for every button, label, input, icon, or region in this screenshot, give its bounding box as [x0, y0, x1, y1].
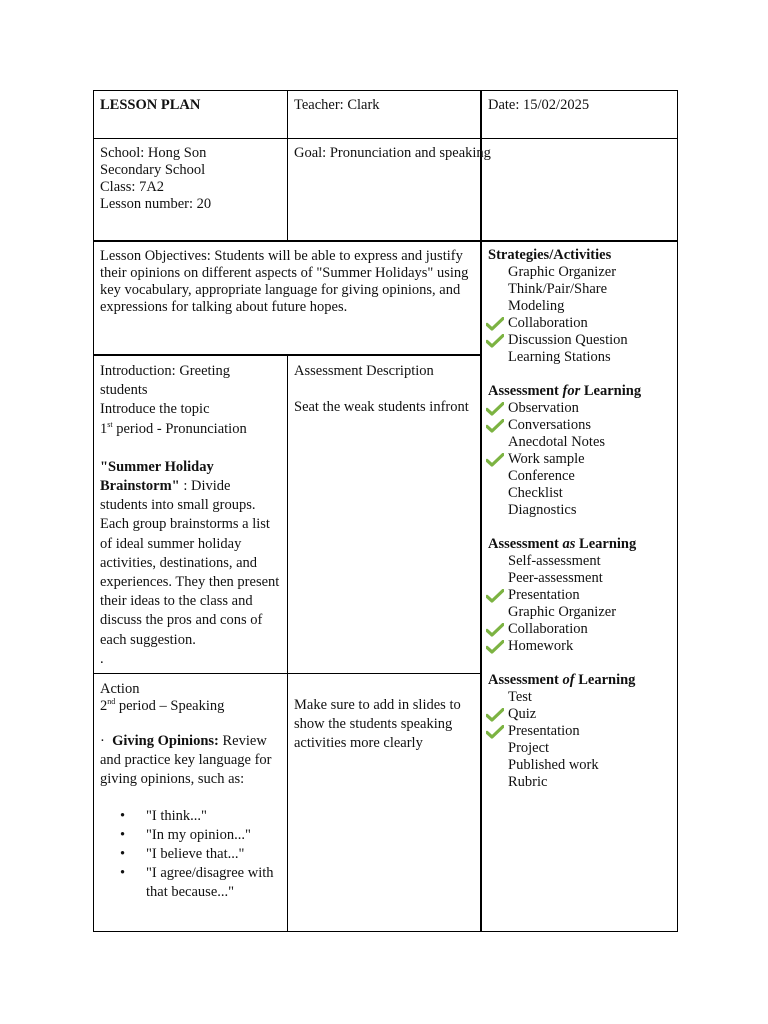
action-title: Action: [100, 681, 140, 697]
checklist-item: [488, 604, 671, 621]
checklist-item-label: Published work: [508, 757, 599, 773]
date-cell: Date: 15/02/2025: [488, 97, 590, 113]
objectives-cell: Lesson Objectives: Students will be able to express and justify their opinions on different aspects of "Summer Holidays" using key vocabulary, appropriate language for giving opinions, and expressions for talking about future hopes.: [100, 248, 469, 315]
checklist-item-label: Modeling: [508, 298, 565, 314]
as-learning-title: Assessment as Learning: [488, 536, 637, 552]
checklist-item: [488, 349, 671, 366]
checklist-item-label: Conference: [508, 468, 575, 484]
school-info-cell: [94, 139, 287, 213]
checklist-item-label: Test: [508, 689, 532, 705]
for-learning-title: Assessment for Learning: [488, 383, 642, 399]
school-line-1: School: Hong Son: [100, 145, 207, 161]
checklist-item: [488, 621, 671, 638]
checklist-item-label: Quiz: [508, 706, 537, 722]
assessment-note: Seat the weak students infront: [294, 399, 469, 416]
lesson-plan-title: LESSON PLAN: [100, 97, 201, 113]
checklist-item: [488, 468, 671, 485]
school-line-2: Secondary School: [100, 162, 206, 178]
intro-line-2: Introduce the topic: [100, 401, 210, 418]
checkmark-icon: [486, 419, 504, 433]
checklist-item: [488, 774, 671, 791]
checklist-item-label: Presentation: [508, 587, 580, 603]
assessment-description-cell: [288, 356, 480, 417]
checklist-item: [488, 264, 671, 281]
checkmark-icon: [486, 317, 504, 331]
checklist-item-label: Homework: [508, 638, 574, 654]
checklist-item-label: Anecdotal Notes: [508, 434, 606, 450]
checkmark-icon: [486, 640, 504, 654]
class-line: Class: 7A2: [100, 179, 165, 195]
goal-cell: Goal: Pronunciation and speaking: [294, 145, 491, 161]
checklist-item: [488, 281, 671, 298]
checklist-item: [488, 434, 671, 451]
checklist-item-label: Collaboration: [508, 315, 588, 331]
checklist-item-label: Peer-assessment: [508, 570, 603, 586]
checklist-item: [488, 757, 671, 774]
checklist-item-label: Diagnostics: [508, 502, 577, 518]
checkmark-icon: [486, 725, 504, 739]
intro-dot: .: [100, 650, 104, 667]
opinion-phrase: • "I think...": [120, 807, 207, 824]
checklist-item-label: Graphic Organizer: [508, 604, 617, 620]
teacher-cell: Teacher: Clark: [294, 97, 380, 113]
checklist-item-label: Checklist: [508, 485, 563, 501]
opinion-phrase: • "I believe that...": [120, 846, 245, 863]
for-learning-list: [488, 400, 671, 519]
checklist-item-label: Self-assessment: [508, 553, 601, 569]
opinion-phrase: • "In my opinion...": [120, 826, 251, 843]
checklist-item: [488, 298, 671, 315]
checklist-item-label: Conversations: [508, 417, 591, 433]
checkmark-icon: [486, 708, 504, 722]
as-learning-list: [488, 553, 671, 655]
intro-line-1: Introduction: Greeting students: [100, 363, 231, 399]
checklist-item-label: Observation: [508, 400, 579, 416]
checklist-item-label: Think/Pair/Share: [508, 281, 608, 297]
checklist-item: [488, 451, 671, 468]
table-border-right: [677, 90, 678, 932]
giving-opinions: · Giving Opinions: Review and practice key language for giving opinions, such as:: [100, 733, 272, 788]
table-border-bottom: [93, 931, 678, 932]
checklist-item-label: Discussion Question: [508, 332, 628, 348]
action-cell: [94, 675, 287, 903]
of-learning-title: Assessment of Learning: [488, 672, 636, 688]
checklist-item: [488, 689, 671, 706]
checklist-item: [488, 723, 671, 740]
checklist-item: [488, 587, 671, 604]
checklist-item: [488, 332, 671, 349]
checkmark-icon: [486, 589, 504, 603]
checkmark-icon: [486, 623, 504, 637]
lesson-number-line: Lesson number: 20: [100, 196, 212, 212]
action-period: 2nd period – Speaking: [100, 697, 225, 714]
checklist-item-label: Rubric: [508, 774, 548, 790]
checkmark-icon: [486, 334, 504, 348]
checklist-item-label: Learning Stations: [508, 349, 611, 365]
checklist-item-label: Collaboration: [508, 621, 588, 637]
checklist-item: [488, 417, 671, 434]
checklist-item: [488, 502, 671, 519]
checklist-item-label: Project: [508, 740, 550, 756]
opinion-phrase: • "I agree/disagree with that because...": [120, 865, 274, 901]
strategies-title: Strategies/Activities: [488, 247, 612, 263]
checklist-item: [488, 740, 671, 757]
checkmark-icon: [486, 402, 504, 416]
checkmark-icon: [486, 453, 504, 467]
checklist-item: [488, 570, 671, 587]
checklist-item-label: Presentation: [508, 723, 580, 739]
checklist-item: [488, 315, 671, 332]
intro-period: 1st period - Pronunciation: [100, 419, 247, 437]
of-learning-list: [488, 689, 671, 791]
assessment-heading: Assessment Description: [294, 363, 434, 379]
opinion-phrase-list: [100, 807, 281, 903]
introduction-cell: [94, 356, 287, 669]
col-divider-1-bottom: [287, 355, 288, 932]
checklist-item-label: Work sample: [508, 451, 585, 467]
brainstorm-activity: "Summer Holiday Brainstorm" : Divide students into small groups. Each group brainstorms a list of ideal summer holiday activities, destinations, and experiences. They then present their ideas to the class and discuss the pros and cons of each suggestion.: [100, 458, 280, 648]
strategies-list: [488, 264, 671, 366]
checklist-item-label: Graphic Organizer: [508, 264, 617, 280]
checklist-item: [488, 553, 671, 570]
checklist-item: [488, 400, 671, 417]
checklist-item: [488, 485, 671, 502]
checklist-item: [488, 706, 671, 723]
action-note-cell: Make sure to add in slides to show the students speaking activities more clearly: [294, 697, 461, 752]
checklist-item: [488, 638, 671, 655]
assessment-sidebar: [482, 242, 677, 791]
